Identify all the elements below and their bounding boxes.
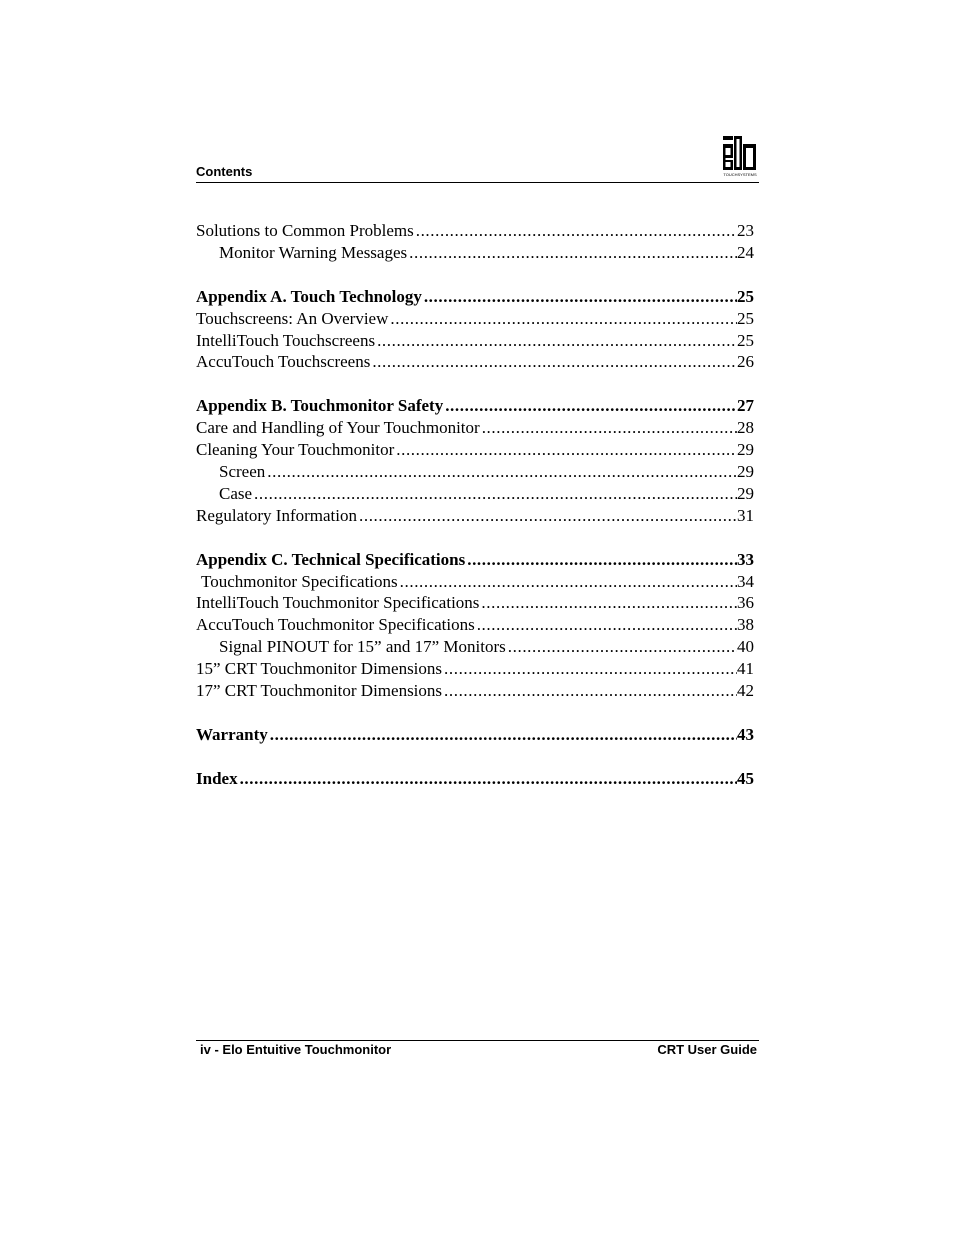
toc-entry-title: AccuTouch Touchmonitor Specifications — [196, 615, 475, 635]
toc-entry-title: Monitor Warning Messages — [219, 242, 408, 262]
toc-leader-dots — [506, 636, 737, 658]
toc-leader-dots — [442, 658, 737, 680]
toc-entry — [196, 330, 754, 352]
toc-entry-title: IntelliTouch Touchmonitor Specifications — [196, 593, 480, 613]
toc-leader-dots — [414, 220, 737, 242]
toc-leader-dots — [480, 417, 737, 439]
toc-entry-page: 43 — [737, 724, 754, 744]
toc-leader-dots — [238, 768, 737, 790]
toc-entry-page: 38 — [737, 615, 754, 635]
toc-entry-page: 23 — [737, 221, 754, 240]
toc-entry-title: Solutions to Common Problems — [196, 221, 414, 240]
toc-entry-page: 40 — [737, 637, 754, 657]
toc-leader-dots — [407, 242, 737, 264]
toc-entry-title: AccuTouch Touchscreens — [196, 352, 371, 372]
toc-leader-dots — [422, 286, 737, 308]
toc-entry-page: 24 — [737, 242, 754, 262]
toc-entry-title: 17” CRT Touchmonitor Dimensions — [196, 681, 443, 701]
toc-entry — [196, 571, 754, 593]
toc-leader-dots — [370, 351, 737, 373]
toc-entry-title: Appendix B. Touchmonitor Safety — [196, 396, 444, 416]
toc-entry-title: IntelliTouch Touchscreens — [196, 330, 376, 350]
header-title: Contents — [196, 164, 253, 179]
toc-entry-title: Regulatory Information — [196, 505, 357, 525]
toc-entry-page: 33 — [737, 549, 754, 569]
toc-leader-dots — [394, 439, 737, 461]
toc-entry — [196, 680, 754, 702]
toc-leader-dots — [268, 724, 737, 746]
toc-leader-dots — [252, 483, 737, 505]
toc-entry-title: Touchscreens: An Overview — [196, 308, 389, 328]
toc-entry-page: 28 — [737, 418, 754, 438]
toc-entry-page: 45 — [737, 768, 754, 788]
toc-entry-title: Screen — [219, 462, 266, 482]
toc-leader-dots — [475, 614, 737, 636]
toc-entry-page: 25 — [737, 286, 754, 306]
toc-entry — [196, 351, 754, 373]
toc-leader-dots — [442, 680, 737, 702]
toc-entry-title: Index — [196, 768, 238, 788]
toc-entry — [196, 308, 754, 330]
toc-entry-title: Cleaning Your Touchmonitor — [196, 440, 395, 460]
toc-entry — [196, 768, 754, 790]
toc-entry — [196, 549, 754, 571]
toc-entry — [196, 636, 754, 658]
toc-entry-title: Case — [219, 483, 253, 503]
toc-entry-title: Warranty — [196, 724, 268, 744]
table-of-contents — [196, 220, 754, 790]
toc-entry-title: 15” CRT Touchmonitor Dimensions — [196, 659, 443, 679]
toc-leader-dots — [465, 549, 737, 571]
toc-entry-page: 34 — [737, 571, 754, 591]
toc-entry — [196, 395, 754, 417]
toc-entry-page: 36 — [737, 593, 754, 613]
toc-entry — [196, 242, 754, 264]
toc-entry-page: 27 — [737, 396, 754, 416]
toc-entry-title: Signal PINOUT for 15” and 17” Monitors — [219, 637, 506, 657]
toc-leader-dots — [443, 395, 737, 417]
toc-entry-page: 42 — [737, 681, 754, 701]
toc-entry-title: Appendix A. Touch Technology — [196, 286, 422, 306]
toc-leader-dots — [265, 461, 737, 483]
toc-entry-page: 29 — [737, 483, 754, 503]
toc-entry-page: 31 — [737, 505, 754, 525]
toc-leader-dots — [479, 592, 737, 614]
toc-entry — [196, 724, 754, 746]
toc-entry — [196, 614, 754, 636]
toc-entry-title: Touchmonitor Specifications — [201, 571, 398, 591]
footer-right: CRT User Guide — [657, 1042, 757, 1057]
toc-entry — [196, 286, 754, 308]
toc-entry — [196, 592, 754, 614]
toc-entry-page: 25 — [737, 330, 754, 350]
toc-entry-page: 25 — [737, 308, 754, 328]
footer-rule — [196, 1040, 759, 1041]
header-rule — [196, 182, 759, 183]
toc-entry-page: 29 — [737, 462, 754, 482]
toc-leader-dots — [388, 308, 737, 330]
toc-leader-dots — [357, 505, 737, 527]
toc-entry-page: 29 — [737, 440, 754, 460]
footer-left: iv - Elo Entuitive Touchmonitor — [200, 1042, 392, 1057]
toc-entry-page: 26 — [737, 352, 754, 372]
toc-entry — [196, 505, 754, 527]
toc-entry-page: 41 — [737, 659, 754, 679]
toc-entry — [196, 658, 754, 680]
toc-entry-title: Appendix C. Technical Specifications — [196, 549, 466, 569]
toc-entry — [196, 483, 754, 505]
toc-entry — [196, 439, 754, 461]
toc-entry-title: Care and Handling of Your Touchmonitor — [196, 418, 480, 438]
toc-entry — [196, 417, 754, 439]
toc-entry — [196, 220, 754, 242]
logo-subtitle: TOUCHSYSTEMS — [723, 172, 757, 177]
elo-logo — [721, 134, 759, 178]
toc-entry — [196, 461, 754, 483]
toc-leader-dots — [398, 571, 737, 593]
toc-leader-dots — [375, 330, 737, 352]
